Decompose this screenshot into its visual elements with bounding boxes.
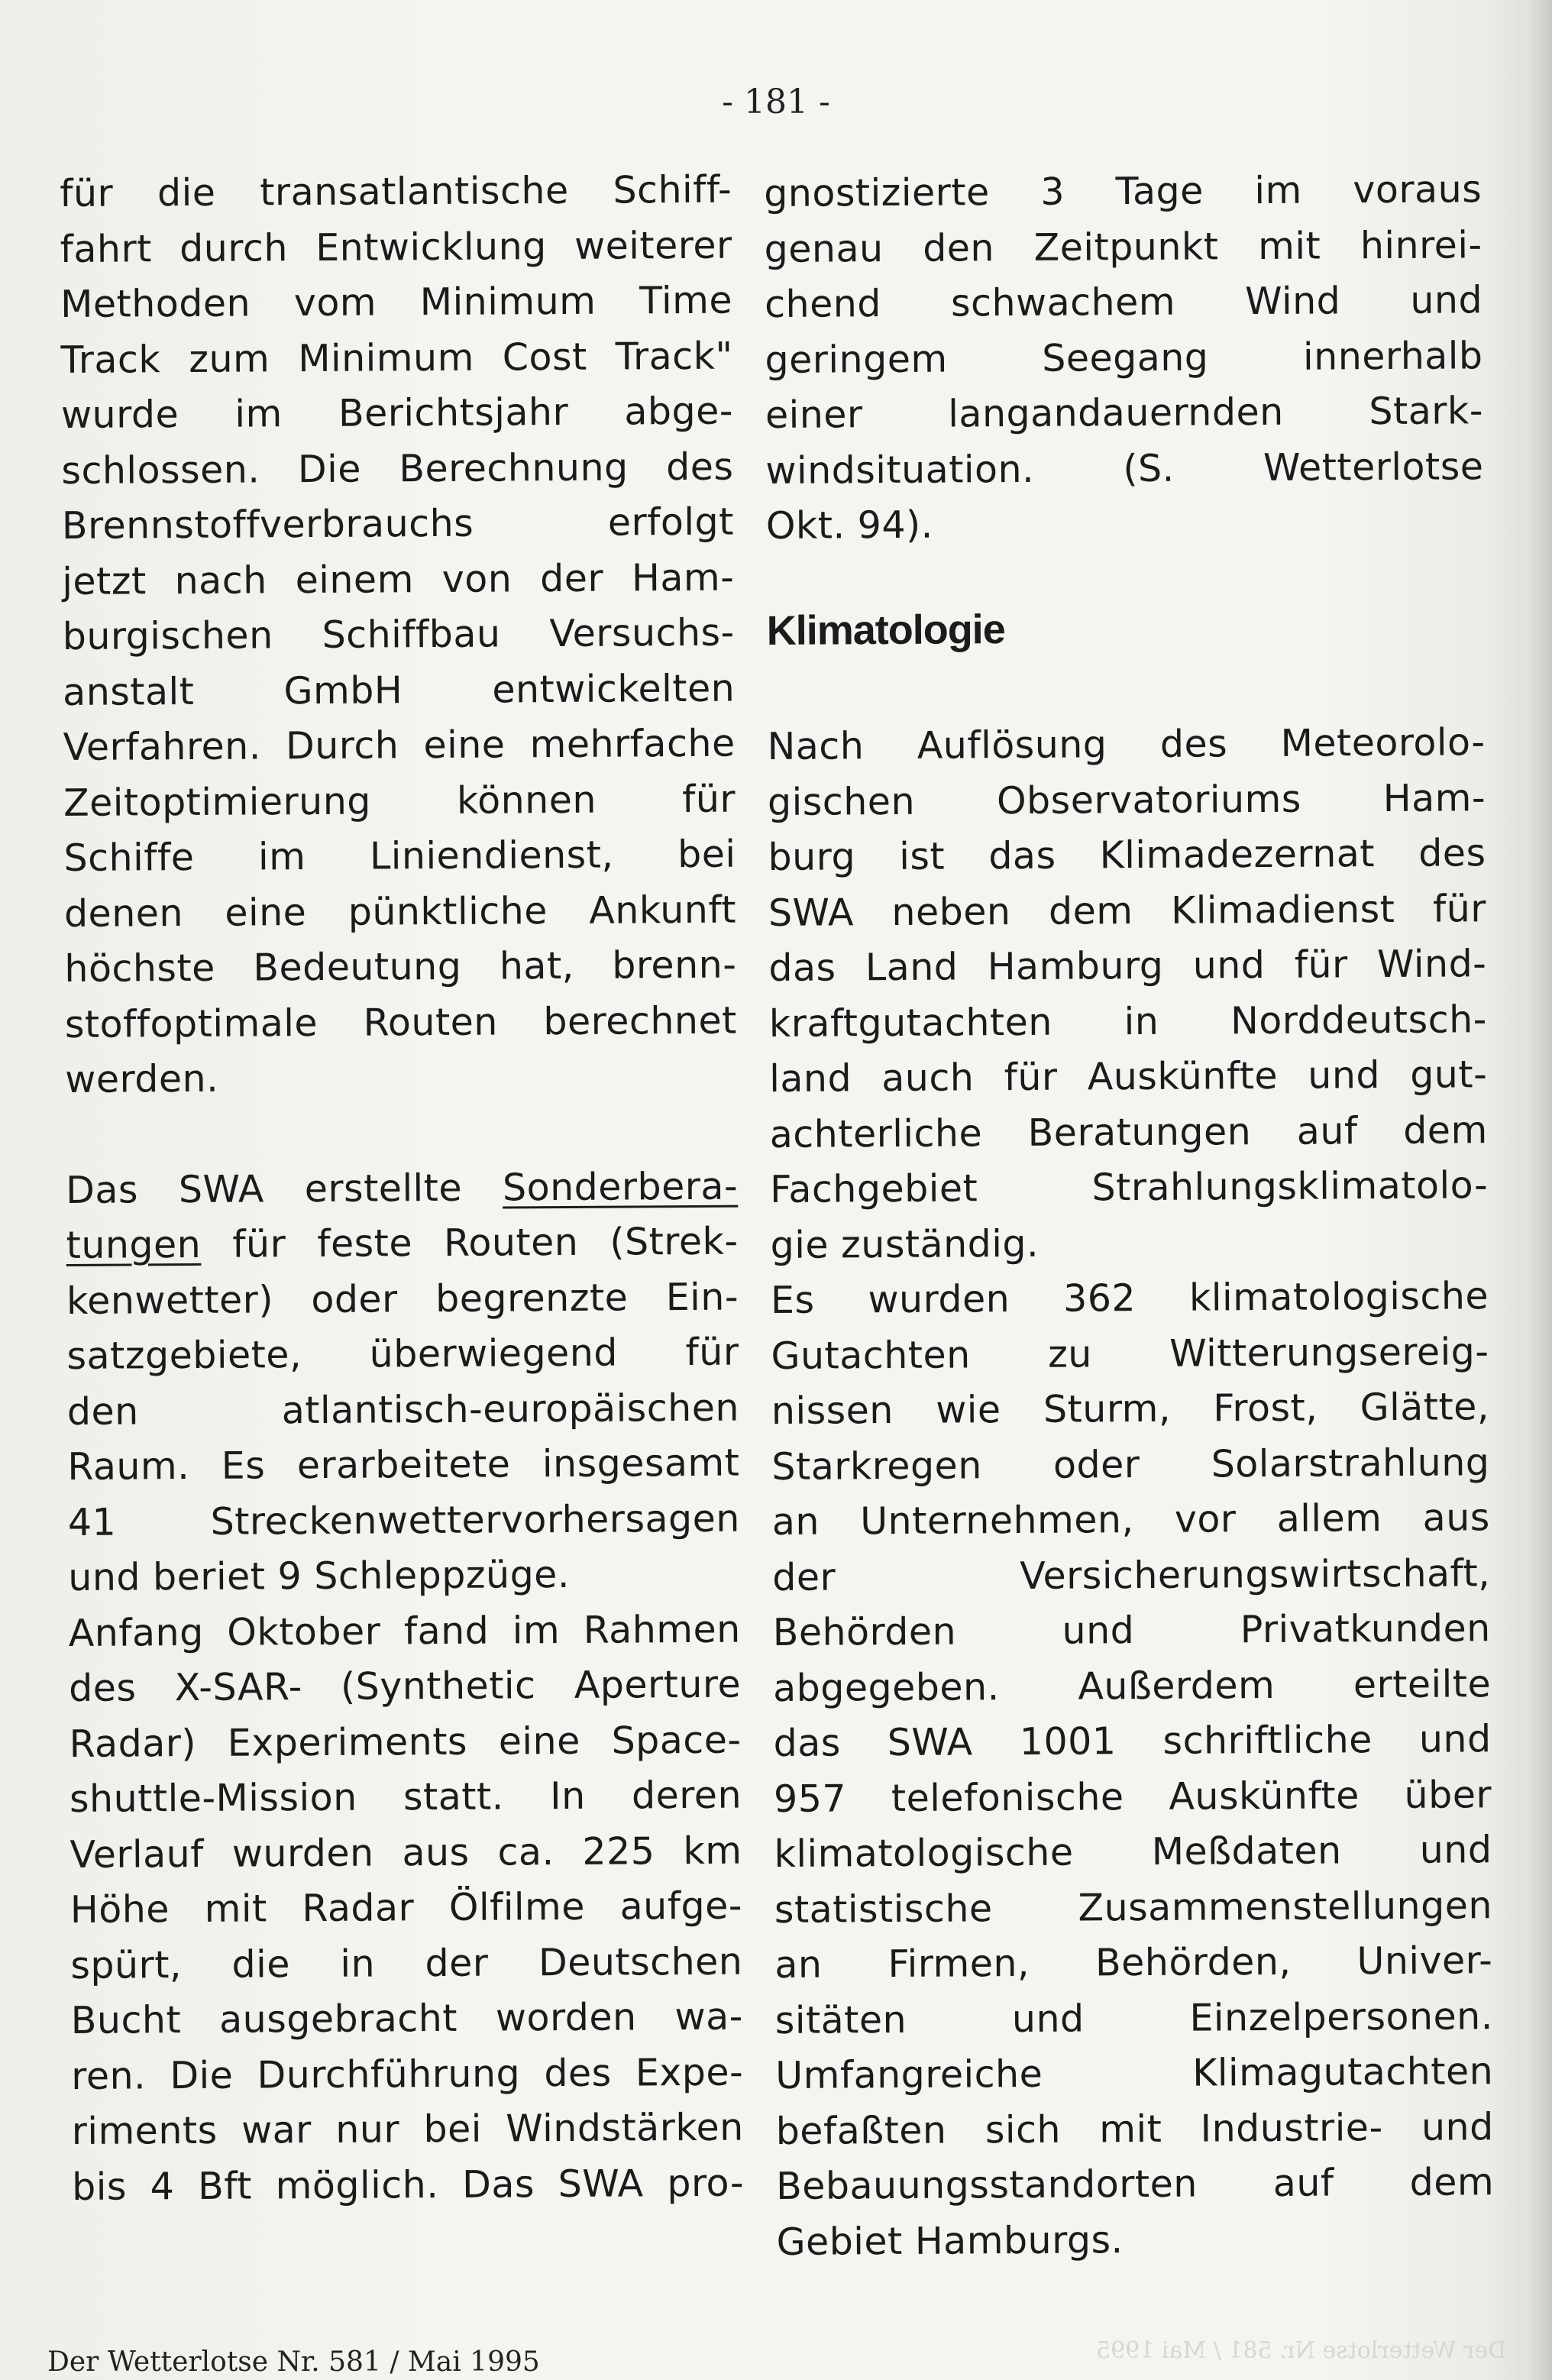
text-run: für feste Routen (Strek- [201, 1219, 739, 1266]
text-line: Es wurden 362 klimatologische [770, 1274, 1489, 1322]
text-line: abgegeben. Außerdem erteilte [772, 1661, 1492, 1710]
text-line-with-underline [66, 1159, 738, 1218]
text-line: schlossen. Die Berechnung des [61, 445, 734, 493]
text-line: Okt. 94). [765, 503, 933, 548]
binding-edge-shadow [1525, 0, 1552, 2380]
text-line: Höhe mit Radar Ölfilme aufge- [70, 1884, 743, 1932]
text-line: an Unternehmen, vor allem aus [771, 1496, 1490, 1544]
text-line: bis 4 Bft möglich. Das SWA pro- [71, 2161, 745, 2209]
text-line: gie zuständig. [770, 1221, 1040, 1267]
text-line: gnostizierte 3 Tage im voraus [764, 167, 1482, 215]
underlined-term: Sonderbera- [502, 1164, 739, 1209]
text-line: achterliche Beratungen auf dem [769, 1108, 1488, 1156]
text-line: Bucht ausgebracht worden wa- [70, 1994, 743, 2042]
text-line: anstalt GmbH entwickelten [63, 666, 736, 714]
text-line: an Firmen, Behörden, Univer- [774, 1939, 1493, 1987]
text-line: Brennstoffverbrauchs erfolgt [61, 500, 735, 548]
text-run: Das SWA erstellte [66, 1165, 503, 1212]
text-line: Bebauungsstandorten auf dem [775, 2160, 1495, 2208]
text-line: und beriet 9 Schleppzüge. [68, 1552, 571, 1599]
text-line: 41 Streckenwettervorhersagen [67, 1496, 741, 1544]
text-line: höchste Bedeutung hat, brenn- [64, 943, 737, 991]
text-line: Raum. Es erarbeitete insgesamt [67, 1441, 740, 1489]
paragraph-gap [66, 1104, 738, 1163]
text-line: Behörden und Privatkunden [772, 1606, 1491, 1654]
text-line: werden. [65, 1056, 219, 1101]
text-line: SWA neben dem Klimadienst für [768, 886, 1487, 935]
text-line: den atlantisch-europäischen [66, 1386, 740, 1434]
text-line: Umfangreiche Klimagutachten [775, 2049, 1494, 2097]
text-line: des X-SAR- (Synthetic Aperture [68, 1662, 742, 1710]
text-line: 957 telefonische Auskünfte über [773, 1772, 1492, 1821]
text-line: statistische Zusammenstellungen [774, 1883, 1493, 1932]
text-line: land auch für Auskünfte und gut- [769, 1053, 1488, 1101]
text-line: Starkregen oder Solarstrahlung [771, 1440, 1490, 1489]
text-line: für die transatlantische Schiff- [60, 167, 732, 215]
text-line: Fachgebiet Strahlungsklimatolo- [770, 1163, 1489, 1211]
text-line: burg ist das Klimadezernat des [768, 831, 1486, 879]
text-line: denen eine pünktliche Ankunft [63, 888, 737, 936]
show-through-footer: Der Wetterlotse Nr. 581 / Mai 1995 [1095, 2337, 1506, 2364]
text-line: fahrt durch Entwicklung weiterer [60, 223, 732, 271]
text-line: Track zum Minimum Cost Track" [60, 334, 733, 382]
left-paragraph-2 [66, 1159, 744, 2215]
text-line: einer langandauernden Stark- [765, 389, 1484, 437]
text-line: riments war nur bei Windstärken [71, 2105, 744, 2153]
text-line: gischen Observatoriums Ham- [767, 775, 1486, 824]
text-line: geringem Seegang innerhalb [765, 333, 1483, 382]
text-line: stoffoptimale Routen berechnet [64, 998, 738, 1046]
text-line: Anfang Oktober fand im Rahmen [68, 1607, 741, 1655]
text-line: kenwetter) oder begrenzte Ein- [66, 1275, 739, 1323]
text-line: Verlauf wurden aus ca. 225 km [70, 1829, 742, 1877]
text-line: shuttle-Mission statt. In deren [69, 1773, 742, 1821]
text-line: wurde im Berichtsjahr abge- [60, 389, 734, 437]
page-number: - 181 - [722, 82, 830, 121]
text-line: jetzt nach einem von der Ham- [62, 555, 735, 603]
text-line: satzgebiete, überwiegend für [66, 1330, 739, 1378]
text-line: Methoden vom Minimum Time [60, 278, 733, 326]
right-paragraph-1 [764, 162, 1484, 554]
text-line: Verfahren. Durch eine mehrfache [63, 721, 736, 769]
underlined-term: tungen [66, 1222, 202, 1267]
section-heading: Klimatologie [766, 606, 1005, 654]
page-footer: Der Wetterlotse Nr. 581 / Mai 1995 [47, 2346, 540, 2378]
left-column [60, 163, 744, 2215]
left-paragraph-1 [60, 163, 738, 1108]
text-line: Zeitoptimierung können für [63, 777, 736, 825]
text-line-with-underline [66, 1214, 738, 1274]
text-line: Nach Auflösung des Meteorolo- [767, 720, 1486, 768]
text-line: kraftgutachten in Norddeutsch- [768, 997, 1488, 1046]
text-line: genau den Zeitpunkt mit hinrei- [764, 222, 1482, 271]
right-column [764, 162, 1495, 2270]
text-line: ren. Die Durchführung des Expe- [71, 2050, 744, 2098]
text-line: das SWA 1001 schriftliche und [773, 1717, 1492, 1765]
text-line: Gebiet Hamburgs. [776, 2217, 1124, 2264]
text-line: Gutachten zu Witterungsereig- [771, 1329, 1489, 1378]
right-paragraph-2 [767, 715, 1494, 2270]
text-line: nissen wie Sturm, Frost, Glätte, [771, 1385, 1490, 1433]
text-line: spürt, die in der Deutschen [70, 1939, 743, 1987]
text-line: chend schwachem Wind und [764, 278, 1483, 326]
text-line: Schiffe im Liniendienst, bei [63, 832, 736, 880]
text-line: befaßten sich mit Industrie- und [775, 2104, 1494, 2153]
text-line: das Land Hamburg und für Wind- [768, 942, 1487, 990]
text-line: klimatologische Meßdaten und [774, 1828, 1492, 1876]
text-line: der Versicherungswirtschaft, [772, 1551, 1491, 1599]
text-line: windsituation. (S. Wetterlotse [765, 444, 1484, 493]
text-line: sitäten und Einzelpersonen. [774, 1994, 1493, 2042]
text-line: burgischen Schiffbau Versuchs- [62, 610, 735, 658]
text-line: Radar) Experiments eine Space- [69, 1718, 742, 1766]
